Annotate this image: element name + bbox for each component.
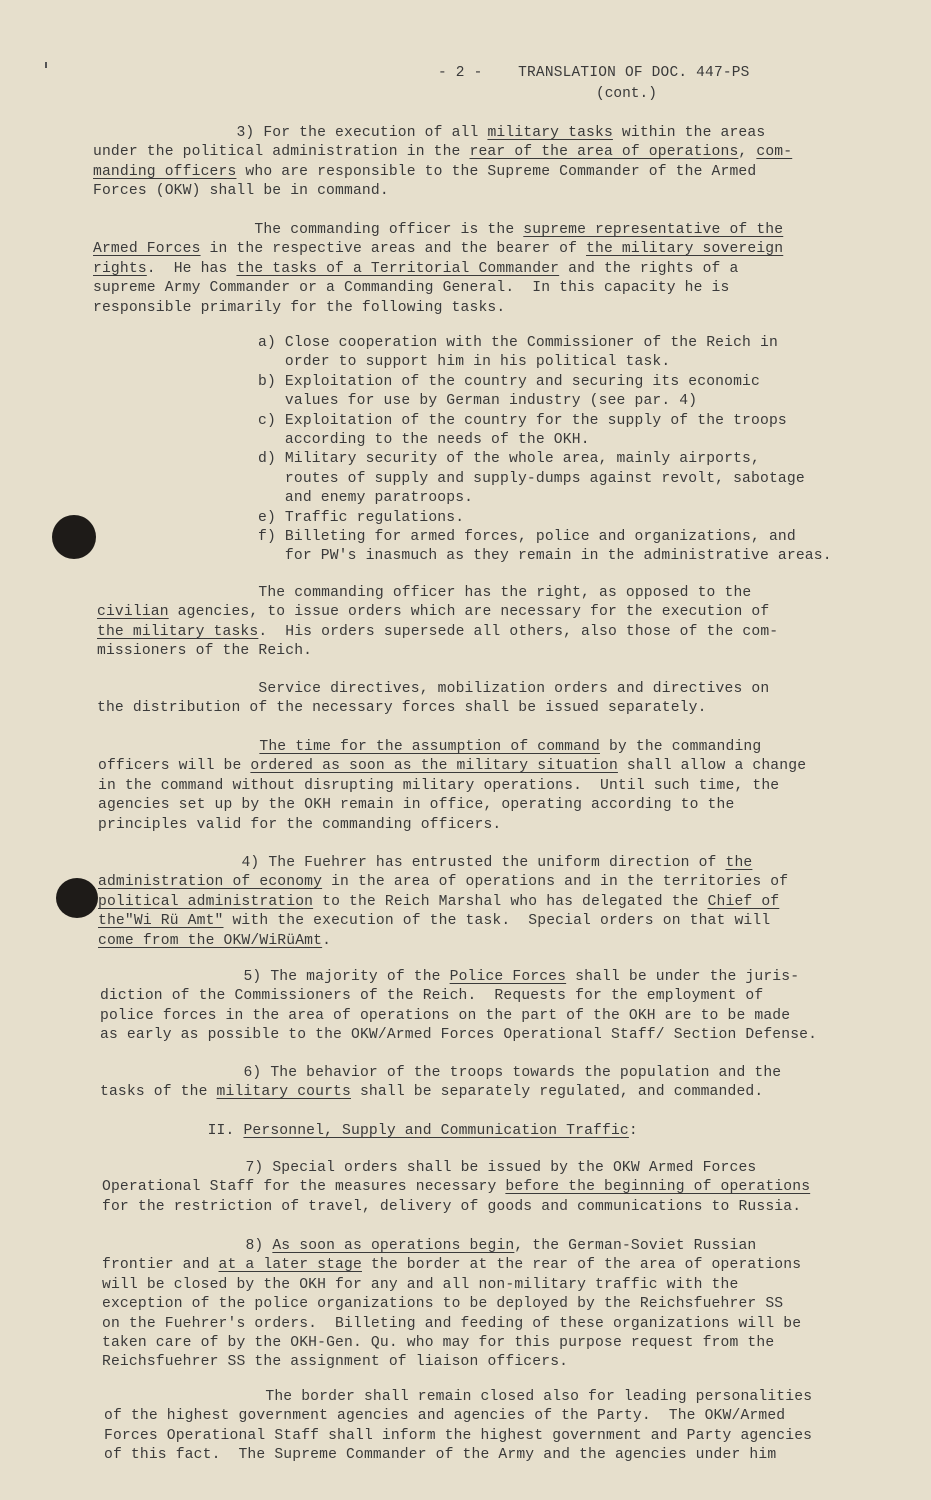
paragraph-commanding-right: The commanding officer has the right, as opposed to the civilian agencies, to issue orders which are necessary for the execution of the military tasks. His orders supersede all others, also those of the com- missioners of the Reich. — [97, 585, 779, 660]
list-item: e) Traffic regulations. — [258, 509, 465, 526]
paragraph-3: 3) For the execution of all military tasks within the areas under the political administration in the rear of the area of operations, com- manding officers who are responsible to the Supreme Commander of the Armed Forces (OKW) shall be in command. — [93, 125, 793, 200]
list-item: b) Exploitation of the country and securing its economic — [258, 373, 760, 390]
page-header — [438, 64, 750, 83]
paragraph-4: 4) The Fuehrer has entrusted the uniform direction of the administration of economy in the area of operations and in the territories of political administration to the Reich Marshal who has delegated the Chief of the"Wi Rü Amt" with the execution of the task. Special orders on that will come from the OKW/WiRüAmt. — [98, 855, 789, 949]
document-title: TRANSLATION OF DOC. 447-PS — [518, 65, 750, 81]
list-item: f) Billeting for armed forces, police and organizations, and — [258, 529, 796, 546]
list-item: d) Military security of the whole area, mainly airports, — [258, 451, 760, 468]
punch-hole-top — [52, 515, 96, 559]
paragraph-commanding-officer: The commanding officer is the supreme representative of the Armed Forces in the respective areas and the bearer of the military sovereign rights. He has the tasks of a Territorial Commander and the rights of a supreme Army Commander or a Commanding General. In this capacity he is responsible primarily for the following tasks. — [93, 222, 784, 316]
paragraph-6: 6) The behavior of the troops towards the population and the tasks of the military courts shall be separately regulated, and commanded. — [100, 1065, 782, 1101]
list-item: a) Close cooperation with the Commissioner of the Reich in — [258, 335, 778, 351]
paragraph-8: 8) As soon as operations begin, the German-Soviet Russian frontier and at a later stage the border at the rear of the area of operations will be closed by the OKH for any and all non-military traffic with the exception of the police organizations to be deployed by the Reichsfuehrer SS on the Fuehrer's orders. Billeting and feeding of these organizations will be taken care of by the OKH-Gen. Qu. who may for this purpose request from the Reichsfuehrer SS the assignment of liaison officers. — [102, 1238, 802, 1371]
edge-mark — [45, 62, 47, 68]
list-item: c) Exploitation of the country for the supply of the troops — [258, 412, 787, 429]
punch-hole-bottom — [56, 878, 98, 918]
section-heading: II. Personnel, Supply and Communication Traffic: — [207, 1123, 638, 1139]
page-number: - 2 - — [438, 65, 483, 81]
paragraph-time-of-assumption: The time for the assumption of command by the commanding officers will be ordered as soon as the military situation shall allow a change in the command without disrupting military operations. Until such time, the agencies set up by the OKH remain in office, operating according to the principles valid for the commanding officers. — [98, 739, 807, 833]
paragraph-7: 7) Special orders shall be issued by the OKW Armed Forces Operational Staff for the measures necessary before the beginning of operations for the restriction of travel, delivery of goods and communications to Russia. — [102, 1160, 811, 1215]
paragraph-service-directives: Service directives, mobilization orders and directives on the distribution of the necessary forces shall be issued separately. — [97, 681, 770, 717]
task-list: a) Close cooperation with the Commissioner of the Reich in order to support him in his political task. b) Exploitation of the country and securing its economic values for use by German industry (see par. 4) c) Exploitation of the country for the supply of the troops according to the needs of the OKH. d) Military security of the whole area, mainly airports, routes of supply and supply-dumps against revolt, sabotage and enemy paratroops. e) Traffic regulations. f) Billeting for armed forces, police and organizations, and for PW's inasmuch as they remain in the administrative areas. — [258, 335, 832, 565]
header-cont: (cont.) — [596, 86, 657, 102]
paragraph-5: 5) The majority of the Police Forces shall be under the juris- diction of the Commissioners of the Reich. Requests for the employment of police forces in the area of operations on the part of the OKH are to be made as early as possible to the OKW/Armed Forces Operational Staff/ Section Defense. — [100, 969, 818, 1044]
paragraph-border-closed: The border shall remain closed also for leading personalities of the highest government agencies and agencies of the Party. The OKW/Armed Forces Operational Staff shall inform the highest government and Party agencies of this fact. The Supreme Commander of the Army and the agencies under him — [104, 1389, 813, 1464]
